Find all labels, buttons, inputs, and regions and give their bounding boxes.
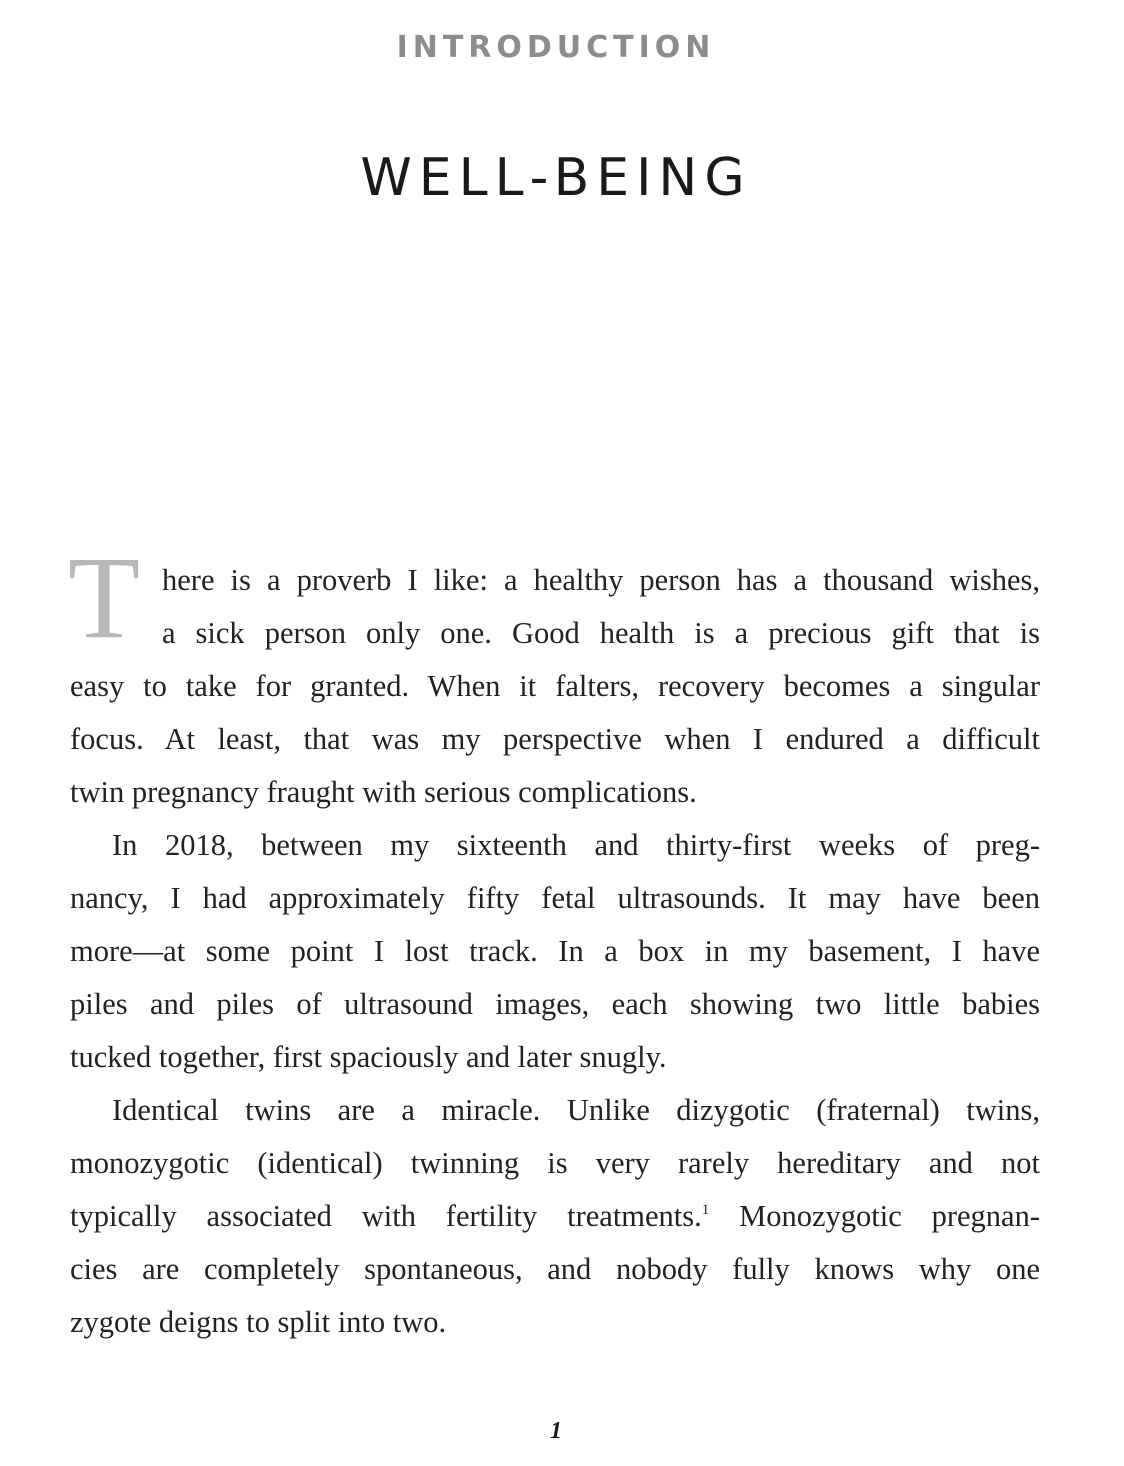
text-line: tucked together, first spaciously and later snugly. (70, 1040, 667, 1074)
paragraph (70, 1084, 1040, 1349)
text-line: more—at some point I lost track. In a box in my basement, I have (70, 934, 1040, 968)
text-line: zygote deigns to split into two. (70, 1305, 447, 1339)
footnote-marker[interactable]: 1 (701, 1202, 710, 1218)
text-line (70, 1190, 1040, 1243)
part-label: INTRODUCTION (396, 30, 716, 65)
page-number: 1 (550, 1418, 562, 1444)
body-text (70, 554, 1040, 1349)
text-line: In 2018, between my sixteenth and thirty-first weeks of preg- (112, 828, 1040, 862)
text-line: a sick person only one. Good health is a precious gift that is (162, 616, 1040, 650)
text-line: twin pregnancy fraught with serious complications. (70, 775, 697, 809)
text-segment: Monozygotic pregnan- (709, 1199, 1040, 1233)
text-line: nancy, I had approximately fifty fetal ultrasounds. It may have been (70, 881, 1040, 915)
chapter-title: WELL-BEING (360, 148, 752, 208)
text-line: cies are completely spontaneous, and nobody fully knows why one (70, 1252, 1040, 1286)
text-segment: typically associated with fertility treatments. (70, 1199, 702, 1233)
drop-cap: T (68, 532, 141, 663)
text-line: easy to take for granted. When it falters, recovery becomes a singular (70, 669, 1040, 703)
text-line: here is a proverb I like: a healthy person has a thousand wishes, (162, 563, 1040, 597)
text-line: monozygotic (identical) twinning is very rarely hereditary and not (70, 1146, 1040, 1180)
paragraph (70, 819, 1040, 1084)
text-line: piles and piles of ultrasound images, each showing two little babies (70, 987, 1040, 1021)
text-line: Identical twins are a miracle. Unlike dizygotic (fraternal) twins, (112, 1093, 1040, 1127)
paragraph (70, 554, 1040, 819)
text-line: focus. At least, that was my perspective when I endured a difficult (70, 722, 1040, 756)
